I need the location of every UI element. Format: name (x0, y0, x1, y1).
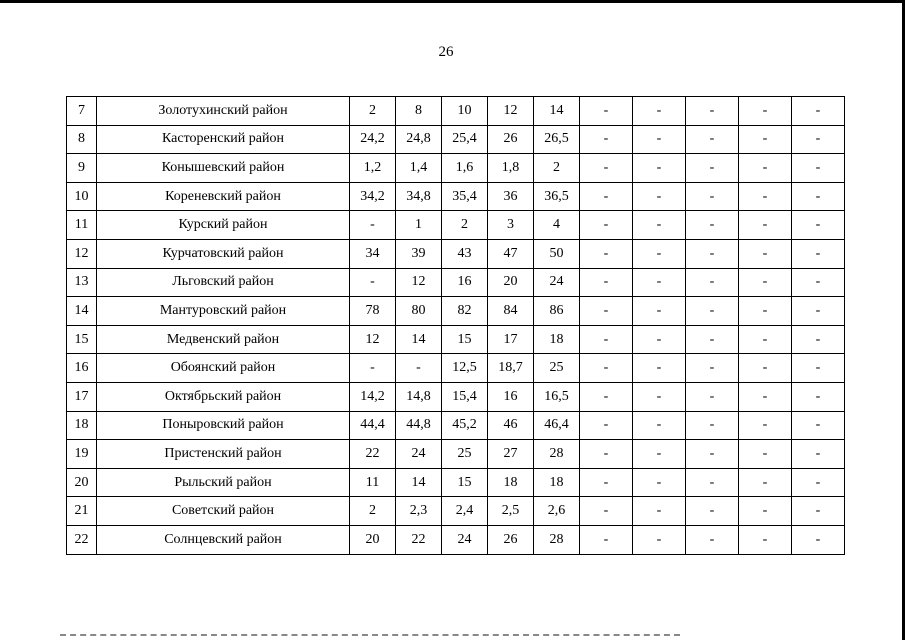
empty-value-cell: - (792, 411, 845, 440)
empty-value-cell: - (686, 382, 739, 411)
table-row (67, 268, 845, 297)
empty-value-cell: - (633, 525, 686, 554)
value-cell: 47 (488, 239, 534, 268)
empty-value-cell: - (739, 97, 792, 126)
value-cell: 8 (396, 97, 442, 126)
value-cell: 20 (350, 525, 396, 554)
value-cell: 45,2 (442, 411, 488, 440)
row-number-cell: 22 (67, 525, 97, 554)
district-name-cell: Поныровский район (97, 411, 350, 440)
value-cell: 50 (534, 239, 580, 268)
value-cell: 2 (442, 211, 488, 240)
empty-value-cell: - (580, 468, 633, 497)
district-name-cell: Курчатовский район (97, 239, 350, 268)
empty-value-cell: - (792, 211, 845, 240)
empty-value-cell: - (739, 297, 792, 326)
empty-value-cell: - (686, 354, 739, 383)
empty-value-cell: - (739, 497, 792, 526)
empty-value-cell: - (686, 497, 739, 526)
empty-value-cell: - (792, 268, 845, 297)
table-row (67, 211, 845, 240)
table-row (67, 382, 845, 411)
value-cell: 15 (442, 468, 488, 497)
value-cell: 34 (350, 239, 396, 268)
empty-value-cell: - (686, 154, 739, 183)
value-cell: 1 (396, 211, 442, 240)
row-number-cell: 10 (67, 182, 97, 211)
value-cell: 2,5 (488, 497, 534, 526)
value-cell: 27 (488, 440, 534, 469)
value-cell: 12,5 (442, 354, 488, 383)
empty-value-cell: - (739, 182, 792, 211)
empty-value-cell: - (686, 440, 739, 469)
district-name-cell: Золотухинский район (97, 97, 350, 126)
empty-value-cell: - (580, 525, 633, 554)
empty-value-cell: - (580, 211, 633, 240)
district-name-cell: Советский район (97, 497, 350, 526)
value-cell: 46 (488, 411, 534, 440)
district-name-cell: Медвенский район (97, 325, 350, 354)
empty-value-cell: - (792, 182, 845, 211)
empty-value-cell: - (580, 497, 633, 526)
empty-value-cell: - (739, 411, 792, 440)
value-cell: 25 (534, 354, 580, 383)
table-row (67, 297, 845, 326)
value-cell: 22 (396, 525, 442, 554)
value-cell: 80 (396, 297, 442, 326)
district-name-cell: Октябрьский район (97, 382, 350, 411)
table-row (67, 354, 845, 383)
value-cell: 14 (396, 325, 442, 354)
empty-value-cell: - (633, 354, 686, 383)
empty-value-cell: - (792, 97, 845, 126)
row-number-cell: 19 (67, 440, 97, 469)
empty-value-cell: - (792, 497, 845, 526)
row-number-cell: 15 (67, 325, 97, 354)
empty-value-cell: - (792, 125, 845, 154)
value-cell: 86 (534, 297, 580, 326)
district-name-cell: Рыльский район (97, 468, 350, 497)
scan-artifact-bottom (60, 634, 680, 638)
value-cell: 1,8 (488, 154, 534, 183)
value-cell: 12 (488, 97, 534, 126)
empty-value-cell: - (633, 382, 686, 411)
empty-value-cell: - (792, 239, 845, 268)
empty-value-cell: - (633, 211, 686, 240)
empty-value-cell: - (580, 182, 633, 211)
empty-value-cell: - (580, 125, 633, 154)
district-name-cell: Касторенский район (97, 125, 350, 154)
empty-value-cell: - (633, 182, 686, 211)
district-name-cell: Курский район (97, 211, 350, 240)
value-cell: 78 (350, 297, 396, 326)
value-cell: 36 (488, 182, 534, 211)
empty-value-cell: - (739, 154, 792, 183)
table-row (67, 239, 845, 268)
value-cell: 25 (442, 440, 488, 469)
empty-value-cell: - (739, 239, 792, 268)
value-cell: 18 (534, 325, 580, 354)
value-cell: 14,8 (396, 382, 442, 411)
value-cell: 2,4 (442, 497, 488, 526)
empty-value-cell: - (633, 411, 686, 440)
empty-value-cell: - (686, 97, 739, 126)
empty-value-cell: - (739, 525, 792, 554)
value-cell: 18,7 (488, 354, 534, 383)
value-cell: 20 (488, 268, 534, 297)
value-cell: 28 (534, 525, 580, 554)
empty-value-cell: - (792, 382, 845, 411)
table-row (67, 525, 845, 554)
empty-value-cell: - (739, 125, 792, 154)
table-row (67, 97, 845, 126)
empty-value-cell: - (792, 297, 845, 326)
value-cell: 17 (488, 325, 534, 354)
value-cell: 1,4 (396, 154, 442, 183)
empty-value-cell: - (792, 468, 845, 497)
row-number-cell: 11 (67, 211, 97, 240)
value-cell: 2,6 (534, 497, 580, 526)
value-cell: 14 (534, 97, 580, 126)
value-cell: 16 (442, 268, 488, 297)
empty-value-cell: - (633, 468, 686, 497)
value-cell: 34,8 (396, 182, 442, 211)
empty-value-cell: - (792, 325, 845, 354)
empty-value-cell: - (580, 440, 633, 469)
empty-value-cell: - (739, 468, 792, 497)
row-number-cell: 8 (67, 125, 97, 154)
value-cell: - (350, 354, 396, 383)
row-number-cell: 12 (67, 239, 97, 268)
value-cell: 16,5 (534, 382, 580, 411)
value-cell: 12 (350, 325, 396, 354)
empty-value-cell: - (633, 239, 686, 268)
empty-value-cell: - (580, 268, 633, 297)
value-cell: 2,3 (396, 497, 442, 526)
row-number-cell: 14 (67, 297, 97, 326)
row-number-cell: 17 (67, 382, 97, 411)
empty-value-cell: - (686, 525, 739, 554)
district-name-cell: Пристенский район (97, 440, 350, 469)
empty-value-cell: - (633, 440, 686, 469)
district-name-cell: Обоянский район (97, 354, 350, 383)
value-cell: 44,4 (350, 411, 396, 440)
value-cell: 43 (442, 239, 488, 268)
empty-value-cell: - (580, 297, 633, 326)
value-cell: 18 (488, 468, 534, 497)
value-cell: 14,2 (350, 382, 396, 411)
empty-value-cell: - (739, 440, 792, 469)
empty-value-cell: - (686, 411, 739, 440)
table-row (67, 497, 845, 526)
row-number-cell: 18 (67, 411, 97, 440)
value-cell: 36,5 (534, 182, 580, 211)
value-cell: 1,6 (442, 154, 488, 183)
district-name-cell: Конышевский район (97, 154, 350, 183)
empty-value-cell: - (739, 268, 792, 297)
value-cell: 16 (488, 382, 534, 411)
empty-value-cell: - (686, 297, 739, 326)
value-cell: 35,4 (442, 182, 488, 211)
table-row (67, 411, 845, 440)
empty-value-cell: - (792, 154, 845, 183)
table-row (67, 325, 845, 354)
value-cell: 15,4 (442, 382, 488, 411)
value-cell: 4 (534, 211, 580, 240)
value-cell: - (396, 354, 442, 383)
empty-value-cell: - (792, 354, 845, 383)
value-cell: 24 (534, 268, 580, 297)
district-name-cell: Солнцевский район (97, 525, 350, 554)
value-cell: 22 (350, 440, 396, 469)
empty-value-cell: - (686, 125, 739, 154)
value-cell: 34,2 (350, 182, 396, 211)
table-row (67, 182, 845, 211)
empty-value-cell: - (580, 239, 633, 268)
value-cell: 26 (488, 125, 534, 154)
value-cell: - (350, 211, 396, 240)
district-name-cell: Мантуровский район (97, 297, 350, 326)
value-cell: 2 (350, 97, 396, 126)
district-table (66, 96, 845, 555)
empty-value-cell: - (633, 97, 686, 126)
table-row (67, 154, 845, 183)
empty-value-cell: - (686, 239, 739, 268)
value-cell: 15 (442, 325, 488, 354)
value-cell: 3 (488, 211, 534, 240)
value-cell: 14 (396, 468, 442, 497)
value-cell: 28 (534, 440, 580, 469)
empty-value-cell: - (686, 211, 739, 240)
empty-value-cell: - (686, 468, 739, 497)
empty-value-cell: - (739, 211, 792, 240)
empty-value-cell: - (686, 325, 739, 354)
empty-value-cell: - (633, 125, 686, 154)
empty-value-cell: - (792, 440, 845, 469)
empty-value-cell: - (580, 154, 633, 183)
value-cell: 24,8 (396, 125, 442, 154)
row-number-cell: 20 (67, 468, 97, 497)
value-cell: 25,4 (442, 125, 488, 154)
empty-value-cell: - (633, 268, 686, 297)
value-cell: 2 (534, 154, 580, 183)
table-row (67, 125, 845, 154)
empty-value-cell: - (580, 382, 633, 411)
value-cell: 1,2 (350, 154, 396, 183)
empty-value-cell: - (580, 97, 633, 126)
value-cell: 84 (488, 297, 534, 326)
empty-value-cell: - (633, 497, 686, 526)
value-cell: 44,8 (396, 411, 442, 440)
value-cell: 10 (442, 97, 488, 126)
empty-value-cell: - (739, 354, 792, 383)
row-number-cell: 9 (67, 154, 97, 183)
empty-value-cell: - (739, 382, 792, 411)
value-cell: 18 (534, 468, 580, 497)
empty-value-cell: - (580, 325, 633, 354)
value-cell: 26 (488, 525, 534, 554)
district-name-cell: Льговский район (97, 268, 350, 297)
row-number-cell: 13 (67, 268, 97, 297)
value-cell: 2 (350, 497, 396, 526)
empty-value-cell: - (633, 154, 686, 183)
district-name-cell: Кореневский район (97, 182, 350, 211)
value-cell: 24 (442, 525, 488, 554)
value-cell: 82 (442, 297, 488, 326)
row-number-cell: 21 (67, 497, 97, 526)
empty-value-cell: - (580, 354, 633, 383)
value-cell: 46,4 (534, 411, 580, 440)
value-cell: 26,5 (534, 125, 580, 154)
page-number: 26 (438, 44, 454, 60)
empty-value-cell: - (739, 325, 792, 354)
value-cell: 24,2 (350, 125, 396, 154)
empty-value-cell: - (633, 297, 686, 326)
empty-value-cell: - (686, 182, 739, 211)
value-cell: 11 (350, 468, 396, 497)
value-cell: 39 (396, 239, 442, 268)
scan-border-top (0, 0, 905, 3)
table-body (67, 97, 845, 555)
value-cell: 24 (396, 440, 442, 469)
table-row (67, 468, 845, 497)
empty-value-cell: - (580, 411, 633, 440)
empty-value-cell: - (792, 525, 845, 554)
value-cell: - (350, 268, 396, 297)
value-cell: 12 (396, 268, 442, 297)
row-number-cell: 7 (67, 97, 97, 126)
empty-value-cell: - (686, 268, 739, 297)
row-number-cell: 16 (67, 354, 97, 383)
table-row (67, 440, 845, 469)
empty-value-cell: - (633, 325, 686, 354)
